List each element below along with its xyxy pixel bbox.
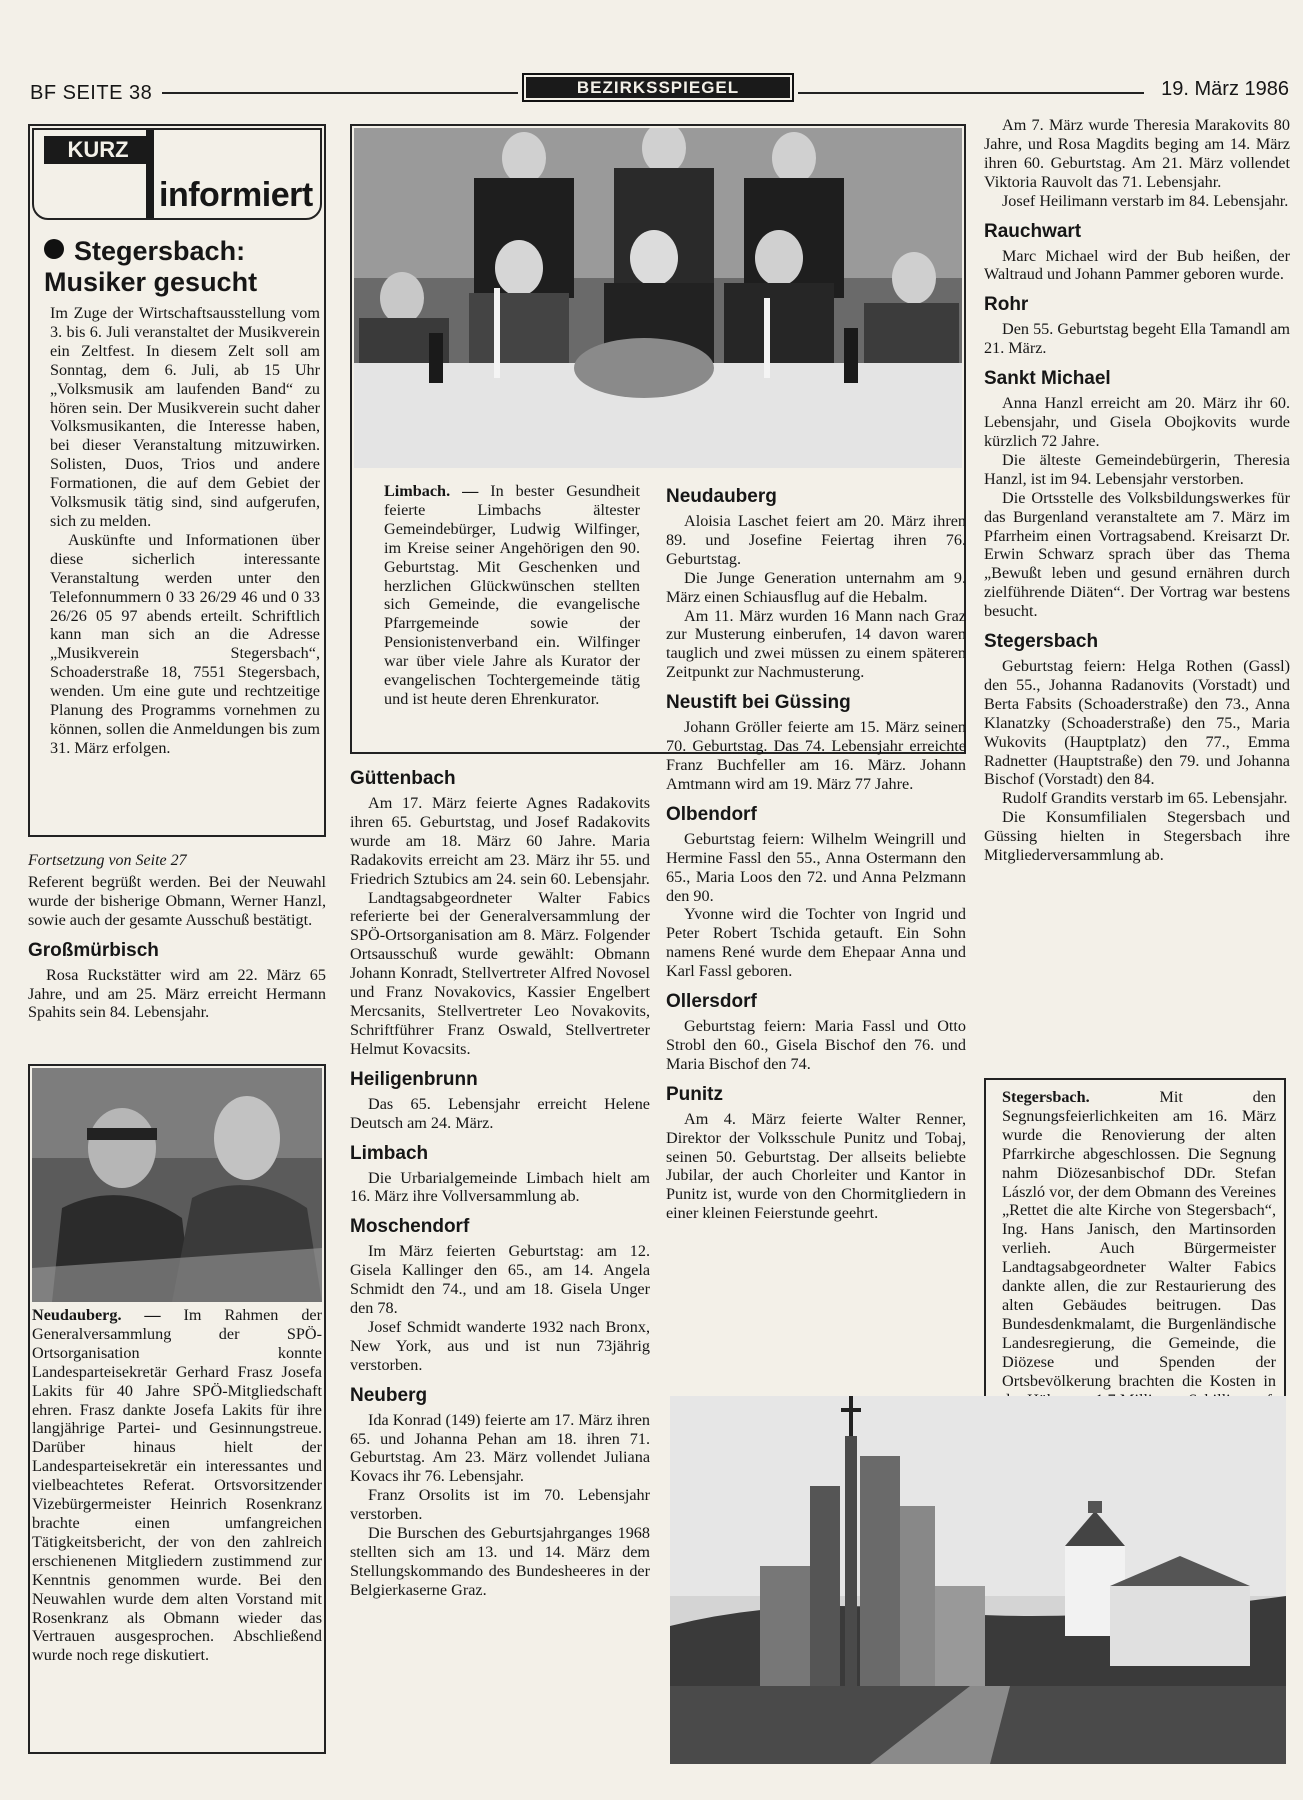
section-heading: Güttenbach xyxy=(350,768,456,789)
caption-lead: Limbach. — xyxy=(384,482,479,500)
photo-group-birthday xyxy=(354,128,962,468)
logo-informiert: informiert xyxy=(159,176,313,214)
paragraph: Den 55. Geburtstag begeht Ella Tamandl am 21. März. xyxy=(984,320,1290,358)
caption-stegersbach xyxy=(1002,1088,1276,1447)
column-3-text xyxy=(666,486,966,1223)
section-heading: Moschendorf xyxy=(350,1216,470,1238)
column-1-text xyxy=(28,852,326,1022)
paragraph: Geburtstag feiern: Maria Fassl und Otto Strobl den 60., Gisela Bischof den 76. und Maria Bischof den 74. xyxy=(666,1017,966,1073)
paragraph: Landtagsabgeordneter Walter Fabics referierte bei der Generalversammlung der SPÖ-Ortsorganisation am 8. März. Folgender Ortsausschuß wurde gewählt: Obmann Johann Konradt, Stellvertreter Alfred Novosel und Franz Novakovics, Kassier Engelbert Mercsanits, Stellvertreter Leo Novakovits, Schriftführer Franz Oswald, Stellvertreter Helmut Kovacsits. xyxy=(350,888,650,1058)
section-heading: Heiligenbrunn xyxy=(350,1068,478,1090)
caption-text: In bester Gesundheit feierte Limbachs ältester Gemeindebürger, Ludwig Wilfinger, im Kreise seiner Angehörigen den 90. Geburtstag. Mit Geschenken und herzlichen Glückwünschen stellten sich Gemeinde, die evangelische Pfarrgemeinde sowie der Pensionistenverband ein. Wilfinger war über viele Jahre als Kurator der evangelischen Tochtergemeinde tätig und ist heute deren Ehrenkurator. xyxy=(384,482,640,708)
kurz-informiert-box xyxy=(28,124,326,837)
paragraph: Ida Konrad (149) feierte am 17. März ihren 65. und Johanna Pehan am 18. ihren 71. Geburtstag. Am 23. März vollendet Juliana Kovacs ihr 76. Lebensjahr. xyxy=(350,1410,650,1486)
page-number: BF SEITE 38 xyxy=(30,82,153,104)
paragraph: Rudolf Grandits verstarb im 65. Lebensjahr. xyxy=(1002,789,1288,808)
caption-neudauberg xyxy=(32,1306,322,1665)
bullet-icon xyxy=(44,239,64,259)
kurz-informiert-logo xyxy=(32,128,322,220)
paragraph: Geburtstag feiern: Helga Rothen (Gassl) den 55., Johanna Radanovits (Vorstadt) und Berta Fabsits (Schoaderstraße) den 73., Anna Klanatzky (Schoaderstraße) den 75., Maria Wukovits (Hauptplatz) den 77., Emma Radnetter (Hauptstraße) den 79. und Johanna Bischof (Vorstadt) den 84. xyxy=(984,657,1290,789)
paragraph: Geburtstag feiern: Wilhelm Weingrill und Hermine Fassl den 55., Anna Ostermann den 65., Maria Loos den 72. und Anna Pelzmann den 90. xyxy=(666,829,966,905)
section-heading: Rohr xyxy=(984,294,1029,316)
header-rule-left xyxy=(162,92,518,94)
paragraph: Das 65. Lebensjahr erreicht Helene Deutsch am 24. März. xyxy=(350,1094,650,1132)
caption-lead: Stegersbach. xyxy=(1002,1088,1090,1106)
paragraph: Josef Schmidt wanderte 1932 nach Bronx, New York, aus und ist nun 73jährig verstorben. xyxy=(350,1317,650,1374)
section-heading: Rauchwart xyxy=(984,220,1082,242)
logo-kurz: KURZ xyxy=(44,136,152,164)
paragraph: Auskünfte und Informationen über diese sicherlich interessante Veranstaltung werden unter den Telefonnummern 0 33 26/29 46 und 0 33 26/26 05 97 abends erteilt. Schriftlich kann man sich an die Adresse „Musikverein Stegersbach“, Schoaderstraße 18, 7551 Stegersbach, wenden. Um eine gute und rechtzeitige Planung des Programms vornehmen zu können, sollen die Anmeldungen bis zum 31. März erfolgen. xyxy=(50,530,320,757)
column-4-text xyxy=(984,116,1290,865)
paragraph: Im Zuge der Wirtschaftsausstellung vom 3. bis 6. Juli veranstaltet der Musikverein ein Zeltfest. In diesem Zelt soll am Sonntag, dem 6. Juli, ab 15 Uhr „Volksmusik am laufenden Band“ zu hören sein. Der Musikverein sucht daher Volksmusikanten, die Interesse haben, bei dieser Veranstaltung mitzuwirken. Solisten, Duos, Trios und andere Formationen, die auf dem Gebiet der Volksmusik tätig sind, sind aufgerufen, sich zu melden. xyxy=(50,304,320,530)
paragraph: Die Konsumfilialen Stegersbach und Güssing hielten in Stegersbach ihre Mitgliederversammlung ab. xyxy=(984,808,1290,865)
section-heading: Neuberg xyxy=(350,1384,428,1406)
paragraph: Referent begrüßt werden. Bei der Neuwahl wurde der bisherige Obmann, Werner Hanzl, sowie auch der gesamte Ausschuß bestätigt. xyxy=(28,872,326,929)
issue-date: 19. März 1986 xyxy=(1161,78,1289,100)
section-title: BEZIRKSSPIEGEL xyxy=(526,77,790,98)
section-heading: Olbendorf xyxy=(666,803,757,825)
paragraph: Yvonne wird die Tochter von Ingrid und Peter Robert Tschida getauft. Ein Sohn namens René wurde dem Ehepaar Anna und Karl Fassl geboren. xyxy=(666,905,966,981)
paragraph: Johann Gröller feierte am 15. März seinen 70. Geburtstag. Das 74. Lebensjahr erreichte Franz Buchfeller am 16. März. Johann Amtmann wird am 19. März 77 Jahre. xyxy=(666,718,966,793)
paragraph: Im März feierten Geburtstag: am 12. Gisela Kallinger den 65., am 14. Angela Schmidt den 74., und am 18. Gisela Unger den 78. xyxy=(350,1242,650,1318)
paragraph: Franz Orsolits ist im 70. Lebensjahr verstorben. xyxy=(350,1486,650,1524)
column-2-text xyxy=(350,768,650,1600)
paragraph: Josef Heilimann verstarb im 84. Lebensjahr. xyxy=(1002,191,1289,210)
paragraph: Am 11. März wurden 16 Mann nach Graz zur Musterung einberufen, 14 davon waren tauglich und zwei müssen zu einem späteren Zeitpunkt zur Nachmusterung. xyxy=(666,606,966,682)
section-title-box xyxy=(522,73,794,102)
caption-text: Im Rahmen der Generalversammlung der SPÖ-Ortsorganisation konnte Landesparteisekretär Gerhard Frasz Josefa Lakits für 40 Jahre SPÖ-Mitgliedschaft ehren. Frasz dankte Josefa Lakits für ihre langjährige Partei- und Gesinnungstreue. Darüber hinaus hielt der Landesparteisekretär ein interessantes und vielbeachtetes Referat. Ortsvorsitzender Vizebürgermeister Heinrich Rosenkranz brachte einen umfangreichen Tätigkeitsbericht, der von den zahlreich erschienenen Mitgliedern zustimmend zur Kenntnis genommen wurde. Bei den Neuwahlen wurde dem alten Vorstand mit Rosenkranz als Obmann wieder das Vertrauen ausgesprochen. Abschließend wurde noch rege diskutiert. xyxy=(32,1306,322,1665)
photo-image xyxy=(670,1396,1286,1764)
section-heading: Sankt Michael xyxy=(984,368,1111,390)
section-heading: Neustift bei Güssing xyxy=(666,692,851,714)
paragraph: Marc Michael wird der Bub heißen, der Waltraud und Johann Pammer geboren wurde. xyxy=(984,246,1290,284)
continuation-note: Fortsetzung von Seite 27 xyxy=(28,852,187,869)
paragraph: Rosa Ruckstätter wird am 22. März 65 Jahre, und am 25. März erreicht Hermann Spahits sein 84. Lebensjahr. xyxy=(28,965,326,1022)
section-heading: Punitz xyxy=(666,1083,723,1105)
paragraph: Aloisia Laschet feiert am 20. März ihren 89. und Josefine Feiertag ihren 76. Geburtstag. xyxy=(666,512,966,568)
caption-lead: Neudauberg. — xyxy=(32,1306,161,1324)
section-heading: Limbach xyxy=(350,1142,429,1164)
paragraph: Am 4. März feierte Walter Renner, Direktor der Volksschule Punitz und Tobaj, seinen 50. Geburtstag. Der allseits beliebte Jubilar, der auch Chorleiter und Kantor in Punitz ist, wurde von den Chormitgliedern in einer kleinen Feierstunde geehrt. xyxy=(666,1109,966,1223)
caption-limbach xyxy=(384,482,640,709)
article-headline xyxy=(44,236,320,298)
caption-text: Mit den Segnungsfeierlichkeiten am 16. März wurde die Renovierung der alten Pfarrkirche abgeschlossen. Die Segnung nahm Diözesanbischof DDr. Stefan László vor, der dem Obmann des Vereines „Rettet die alte Kirche von Stegersbach“, Ing. Hans Janisch, den Martinsorden verlieh. Auch Bürgermeister Landtagsabgeordneter Walter Fabics dankte allen, die zur Restaurierung des alten Gebäudes beitrugen. Das Bundesdenkmalamt, die Burgenländische Landesregierung, die Gemeinde, die Diözese und Spenden der Ortsbevölkerung brachten die Kosten in xyxy=(1002,1088,1276,1390)
section-heading: Ollersdorf xyxy=(666,991,757,1013)
paragraph: Die Ortsstelle des Volksbildungswerkes für das Burgenland veranstaltete am 7. März im Pfarrheim einen Vortragsabend. Kreisarzt Dr. Erwin Schwarz sprach über das Thema „Bewußt leben und gesund ernähren durch zielführende Diäten“. Der Vortrag war bestens besucht. xyxy=(984,488,1290,621)
paragraph: Am 17. März feierte Agnes Radakovits ihren 65. Geburtstag, und Josef Radakovits wurde am 18. März 60 Jahre. Maria Radakovits erreicht am 23. März ihr 55. und Friedrich Sztubics am 24. sein 60. Lebensjahr. xyxy=(350,794,650,888)
photo-image xyxy=(354,128,962,468)
section-heading: Großmürbisch xyxy=(28,939,159,961)
headline-text: Stegersbach: Musiker gesucht xyxy=(44,236,258,297)
header-rule-right xyxy=(798,92,1144,94)
photo-church xyxy=(670,1396,1286,1764)
section-heading: Stegersbach xyxy=(984,631,1099,653)
paragraph: Am 7. März wurde Theresia Marakovits 80 Jahre, und Rosa Magdits beging am 14. März ihren 60. Geburtstag. Am 21. März vollendet Viktoria Rauvolt das 71. Lebensjahr. xyxy=(984,116,1290,191)
article-body xyxy=(50,304,320,758)
photo-image xyxy=(32,1068,322,1302)
paragraph: Die Junge Generation unternahm am 9. März einen Schiausflug auf die Hebalm. xyxy=(666,568,966,606)
section-heading: Neudauberg xyxy=(666,486,777,507)
paragraph: Die Urbarialgemeinde Limbach hielt am 16. März ihre Vollversammlung ab. xyxy=(350,1168,650,1206)
paragraph: Die Burschen des Geburtsjahrganges 1968 stellten sich am 13. und 14. März dem Stellungskommando des Bundesheeres in der Belgierkaserne Graz. xyxy=(350,1524,650,1599)
photo-two-men xyxy=(32,1068,322,1302)
paragraph: Anna Hanzl erreicht am 20. März ihr 60. Lebensjahr, und Gisela Obojkovits wurde kürzlich 72 Jahre. xyxy=(984,394,1290,450)
paragraph: Die älteste Gemeindebürgerin, Theresia Hanzl, ist im 94. Lebensjahr verstorben. xyxy=(984,450,1290,488)
